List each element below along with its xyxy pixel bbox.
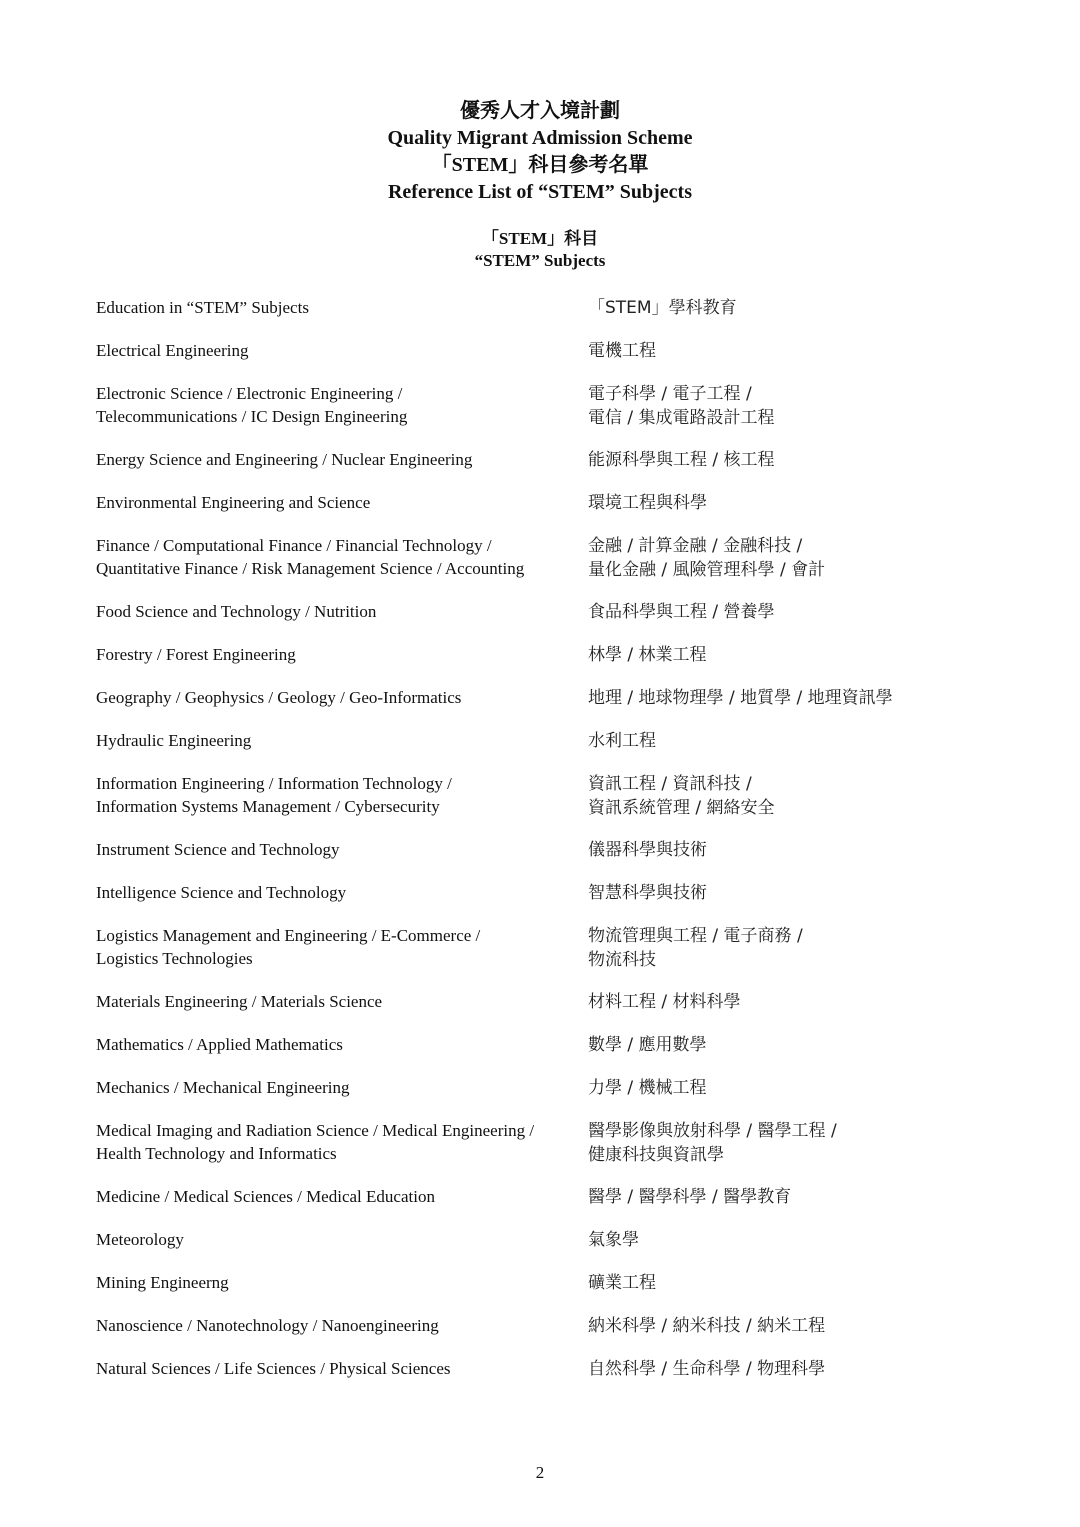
subject-name-zh: 「STEM」學科教育 [588, 298, 737, 318]
subject-name-zh: 礦業工程 [588, 1273, 656, 1293]
subject-name-en: Meteorology [96, 1230, 184, 1249]
subject-name-zh: 林學 / 林業工程 [588, 645, 707, 665]
subject-name-en: Environmental Engineering and Science [96, 493, 371, 512]
subject-name-en: Energy Science and Engineering / Nuclear Engineering [96, 450, 473, 469]
subject-row [96, 1033, 996, 1076]
subject-name-en: Mining Engineerng [96, 1273, 229, 1292]
scheme-title-en: Quality Migrant Admission Scheme [387, 127, 693, 149]
subject-name-zh: 資訊工程 / 資訊科技 / 資訊系統管理 / 網絡安全 [588, 774, 775, 818]
subject-row [96, 296, 996, 339]
subject-name-en: Education in “STEM” Subjects [96, 298, 309, 317]
subject-name-zh: 醫學影像與放射科學 / 醫學工程 / 健康科技與資訊學 [588, 1121, 837, 1165]
subject-row [96, 1119, 996, 1185]
subject-name-zh: 醫學 / 醫學科學 / 醫學教育 [588, 1187, 792, 1207]
subject-name-zh: 水利工程 [588, 731, 656, 751]
subject-name-en: Electrical Engineering [96, 341, 249, 360]
section-header [0, 228, 1080, 272]
subject-name-zh: 數學 / 應用數學 [588, 1035, 707, 1055]
subject-name-zh: 納米科學 / 納米科技 / 納米工程 [588, 1316, 826, 1336]
subject-row [96, 1357, 996, 1400]
document-header [0, 98, 1080, 206]
section-label-en: “STEM” Subjects [474, 251, 606, 270]
subject-name-en: Hydraulic Engineering [96, 731, 252, 750]
subject-row [96, 881, 996, 924]
subject-name-zh: 金融 / 計算金融 / 金融科技 / 量化金融 / 風險管理科學 / 會計 [588, 536, 826, 580]
list-title-zh: 「STEM」科目參考名單 [431, 154, 649, 176]
subject-row [96, 448, 996, 491]
subject-name-en: Medical Imaging and Radiation Science / Medical Engineering / Health Technology and Informatics [96, 1121, 535, 1163]
subject-row [96, 990, 996, 1033]
subject-name-zh: 儀器科學與技術 [588, 840, 707, 860]
subject-name-en: Natural Sciences / Life Sciences / Physical Sciences [96, 1359, 451, 1378]
subject-row [96, 924, 996, 990]
subject-name-zh: 自然科學 / 生命科學 / 物理科學 [588, 1359, 826, 1379]
subject-row [96, 838, 996, 881]
subject-row [96, 339, 996, 382]
subject-row [96, 382, 996, 448]
page-number: 2 [535, 1463, 545, 1482]
subject-row [96, 1314, 996, 1357]
subject-row [96, 1271, 996, 1314]
section-label-zh: 「STEM」科目 [481, 229, 599, 248]
subject-name-zh: 食品科學與工程 / 營養學 [588, 602, 775, 622]
subject-name-en: Nanoscience / Nanotechnology / Nanoengineering [96, 1316, 439, 1335]
subject-name-en: Mathematics / Applied Mathematics [96, 1035, 343, 1054]
subject-name-zh: 氣象學 [588, 1230, 639, 1250]
subject-row [96, 729, 996, 772]
subject-row [96, 686, 996, 729]
subject-name-zh: 物流管理與工程 / 電子商務 / 物流科技 [588, 926, 803, 970]
subject-name-en: Information Engineering / Information Technology / Information Systems Management / Cybersecurity [96, 774, 452, 816]
subject-name-zh: 環境工程與科學 [588, 493, 707, 513]
subject-name-en: Mechanics / Mechanical Engineering [96, 1078, 350, 1097]
subject-name-en: Forestry / Forest Engineering [96, 645, 296, 664]
subject-name-zh: 智慧科學與技術 [588, 883, 707, 903]
subject-row [96, 491, 996, 534]
subject-name-en: Food Science and Technology / Nutrition [96, 602, 377, 621]
list-title-en: Reference List of “STEM” Subjects [387, 181, 693, 203]
subject-name-zh: 材料工程 / 材料科學 [588, 992, 741, 1012]
subject-name-en: Medicine / Medical Sciences / Medical Education [96, 1187, 435, 1206]
subject-name-zh: 能源科學與工程 / 核工程 [588, 450, 775, 470]
subject-row [96, 1228, 996, 1271]
subject-row [96, 600, 996, 643]
subject-name-zh: 電子科學 / 電子工程 / 電信 / 集成電路設計工程 [588, 384, 775, 428]
subject-name-en: Intelligence Science and Technology [96, 883, 347, 902]
subject-row [96, 643, 996, 686]
subjects-list [96, 296, 996, 1400]
subject-row [96, 534, 996, 600]
subject-name-en: Finance / Computational Finance / Financial Technology / Quantitative Finance / Risk Management Science / Accounting [96, 536, 525, 578]
subject-name-en: Geography / Geophysics / Geology / Geo-Informatics [96, 688, 462, 707]
subject-row [96, 772, 996, 838]
scheme-title-zh: 優秀人才入境計劃 [460, 100, 620, 122]
subject-name-zh: 電機工程 [588, 341, 656, 361]
subject-name-en: Instrument Science and Technology [96, 840, 340, 859]
subject-name-en: Electronic Science / Electronic Engineering / Telecommunications / IC Design Engineering [96, 384, 408, 426]
subject-name-en: Materials Engineering / Materials Science [96, 992, 383, 1011]
subject-name-en: Logistics Management and Engineering / E-Commerce / Logistics Technologies [96, 926, 481, 968]
subject-name-zh: 地理 / 地球物理學 / 地質學 / 地理資訊學 [588, 688, 893, 708]
subject-row [96, 1185, 996, 1228]
subject-row [96, 1076, 996, 1119]
subject-name-zh: 力學 / 機械工程 [588, 1078, 707, 1098]
